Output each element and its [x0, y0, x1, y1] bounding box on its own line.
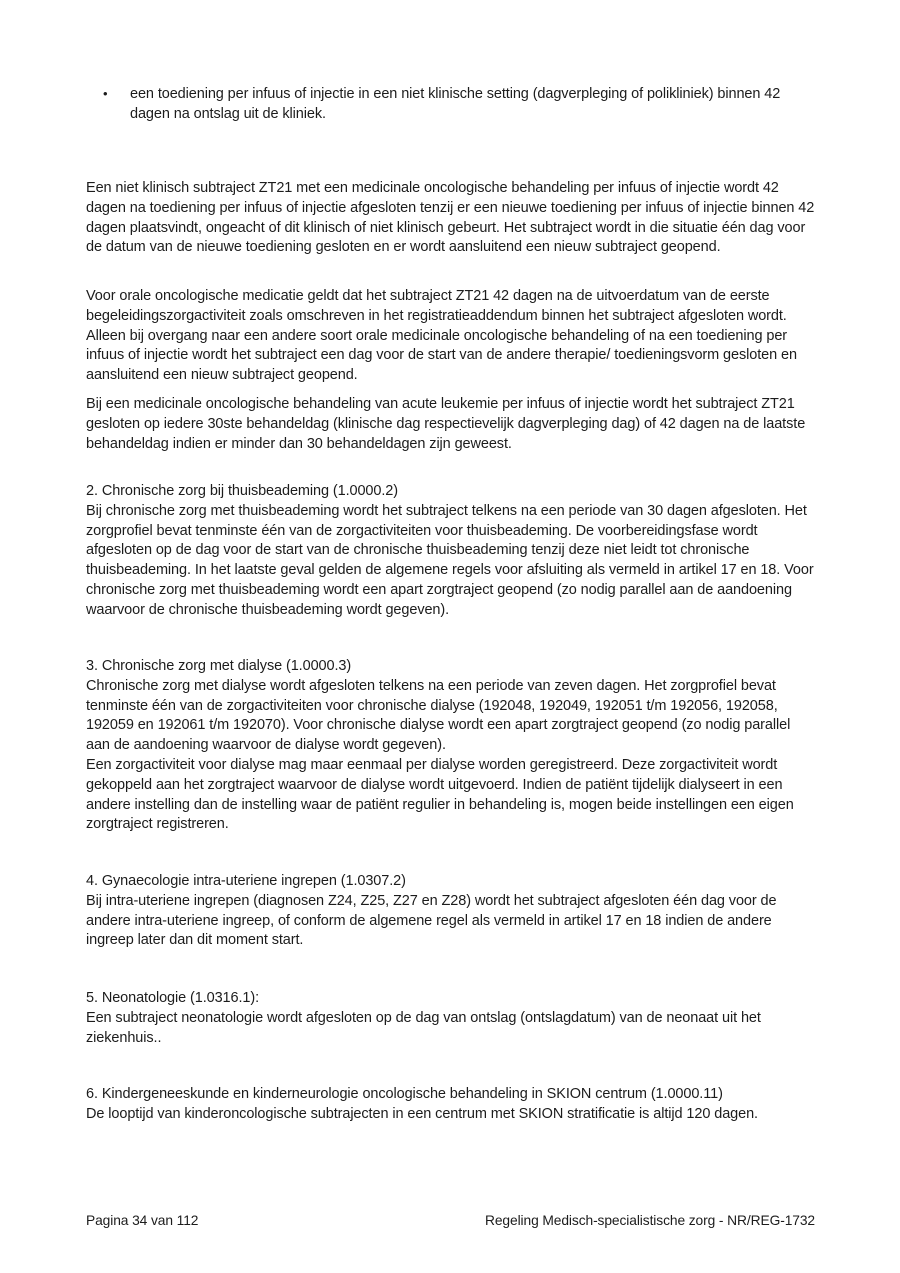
- paragraph-niet-klinisch-subtraject: Een niet klinisch subtraject ZT21 met een medicinale oncologische behandeling per infuus of injectie wordt 42 dagen na toediening per infuus of injectie afgesloten tenzij er een nieuwe toediening per infuus of injectie binnen 42 dagen plaatsvindt, ongeacht of dit klinisch of niet klinisch gebeurt. Het subtraject wordt in die situatie één dag voor de datum van de nieuwe toediening gesloten en er wordt aansluitend een nieuw subtraject geopend.: [86, 180, 815, 256]
- section-heading: 6. Kindergeneeskunde en kinderneurologie oncologische behandeling in SKION centrum (1.0000.11): [86, 1086, 723, 1102]
- section-body-paragraph: Bij intra-uteriene ingrepen (diagnosen Z24, Z25, Z27 en Z28) wordt het subtraject afgesloten één dag voor de andere intra-uteriene ingreep, of conform de algemene regel als vermeld in artikel 17 en 18 indien de andere ingreep later dan dit moment start.: [86, 892, 777, 949]
- paragraph-orale-oncologische-medicatie: Voor orale oncologische medicatie geldt dat het subtraject ZT21 42 dagen na de uitvoerdatum van de eerste begeleidingszorgactiviteit zoals omschreven in het registratieaddendum binnen het subtraject afgesloten wordt. Alleen bij overgang naar een andere soort orale medicinale oncologische behandeling of na een toediening per infuus of injectie wordt het subtraject een dag voor de start van de andere therapie/ toedieningsvorm gesloten en aansluitend een nieuw subtraject geopend.: [86, 288, 797, 384]
- section-dialyse: [86, 657, 818, 835]
- section-body: [86, 1009, 818, 1049]
- paragraph-acute-leukemie: Bij een medicinale oncologische behandeling van acute leukemie per infuus of injectie wordt het subtraject ZT21 gesloten op iedere 30ste behandeldag (klinische dag respectievelijk dagverpleging dag) of 42 dagen na de laatste behandeldag indien er minder dan 30 behandeldagen zijn geweest.: [86, 396, 806, 452]
- section-body: [86, 892, 818, 951]
- section-body-paragraph: Chronische zorg met dialyse wordt afgesloten telkens na een periode van zeven dagen. Het zorgprofiel bevat tenminste één van de zorgactiviteiten voor chronische dialyse (192048, 192049, 192051 t/m 192056, 192058, 192059 en 192061 t/m 192070). Voor chronische dialyse wordt een apart zorgtraject geopend (zo nodig parallel aan de aandoening waarvoor de dialyse wordt gegeven).: [86, 677, 791, 754]
- section-kindergeneeskunde-skion: [86, 1085, 818, 1125]
- section-body: [86, 502, 818, 621]
- section-body-paragraph: Een zorgactiviteit voor dialyse mag maar eenmaal per dialyse worden geregistreerd. Deze zorgactiviteit wordt gekoppeld aan het zorgtraject waarvoor de dialyse wordt uitgevoerd. Indien de patiënt tijdelijk dialyseert in een andere instelling dan de instelling waar de patiënt regulier in behandeling is, mogen beide instellingen een eigen zorgtraject registreren.: [86, 756, 794, 833]
- section-heading: 2. Chronische zorg bij thuisbeademing (1.0000.2): [86, 483, 398, 499]
- section-body: [86, 1105, 818, 1125]
- bullet-icon: •: [103, 86, 108, 101]
- page-footer: [86, 1211, 815, 1231]
- section-heading: 3. Chronische zorg met dialyse (1.0000.3): [86, 658, 352, 674]
- section-body-paragraph: De looptijd van kinderoncologische subtrajecten in een centrum met SKION stratificatie is altijd 120 dagen.: [86, 1105, 758, 1122]
- bullet-item-text: een toediening per infuus of injectie in een niet klinische setting (dagverpleging of polikliniek) binnen 42 dagen na ontslag uit de kliniek.: [130, 86, 781, 122]
- section-body: [86, 677, 818, 835]
- section-body-paragraph: Bij chronische zorg met thuisbeademing wordt het subtraject telkens na een periode van 30 dagen afgesloten. Het zorgprofiel bevat tenminste één van de zorgactiviteiten voor thuisbeademing. De voorbereidingsfase wordt afgesloten op de dag voor de start van de chronische thuisbeademing tenzij deze niet leidt tot chronische thuisbeademing. In het laatste geval gelden de algemene regels voor afsluiting als vermeld in artikel 17 en 18. Voor chronische zorg met thuisbeademing wordt een apart zorgtraject geopend (zo nodig parallel aan de aandoening waarvoor de chronische thuisbeademing wordt gegeven).: [86, 502, 814, 618]
- section-thuisbeademing: [86, 482, 818, 621]
- section-gynaecologie: [86, 872, 818, 951]
- section-neonatologie: [86, 989, 818, 1048]
- footer-page-number: Pagina 34 van 112: [86, 1213, 199, 1228]
- section-body-paragraph: Een subtraject neonatologie wordt afgesloten op de dag van ontslag (ontslagdatum) van de neonaat uit het ziekenhuis..: [86, 1009, 761, 1046]
- footer-document-title: Regeling Medisch-specialistische zorg - NR/REG-1732: [485, 1213, 815, 1228]
- section-heading: 4. Gynaecologie intra-uteriene ingrepen (1.0307.2): [86, 873, 406, 889]
- section-heading: 5. Neonatologie (1.0316.1):: [86, 990, 260, 1006]
- bullet-list-item: [86, 85, 818, 125]
